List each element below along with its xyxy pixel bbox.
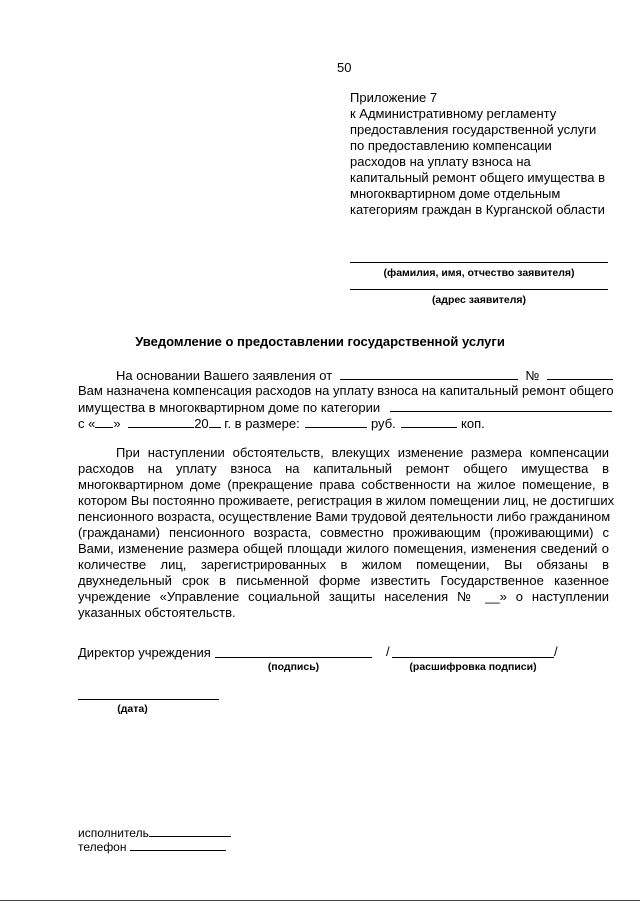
year-prefix: 20 — [194, 416, 209, 431]
applicant-address-caption: (адрес заявителя) — [431, 294, 527, 306]
rubles-field[interactable] — [305, 415, 367, 428]
appendix-line: Приложение 7 — [350, 90, 438, 105]
signature-caption: (подпись) — [267, 661, 320, 673]
para2-line: расходов на уплату взноса на капитальный ремонт общего имущества в — [78, 461, 609, 476]
appendix-line: многоквартирном доме отдельным — [350, 186, 561, 201]
day-field[interactable] — [95, 415, 113, 428]
decode-line[interactable] — [392, 657, 554, 658]
applicant-address-line[interactable] — [350, 289, 608, 290]
para2-line: пенсионного возраста, осуществление Вами трудовой деятельности либо гражданином — [78, 509, 611, 524]
notice-title: Уведомление о предоставлении государственной услуги — [135, 334, 505, 349]
para2-line: двухнедельный срок в письменной форме известить Государственное казенное — [78, 573, 609, 588]
phone-row — [78, 838, 226, 855]
category-field[interactable] — [390, 399, 612, 412]
from-label: с « — [78, 416, 96, 431]
appendix-line: к Административному регламенту — [350, 106, 557, 121]
number-sign: № — [525, 368, 540, 383]
appendix-line: по предоставлению компенсации — [350, 138, 552, 153]
phone-field[interactable] — [130, 838, 226, 851]
para1-line1 — [116, 367, 613, 384]
rub-label: руб. — [370, 416, 396, 431]
director-label: Директор учреждения — [78, 645, 211, 660]
slash-left: / — [386, 644, 390, 659]
signature-line[interactable] — [215, 657, 372, 658]
para2-line: При наступлении обстоятельств, влекущих изменение размера компенсации — [116, 445, 609, 460]
para1-line4 — [78, 415, 485, 432]
kopecks-field[interactable] — [401, 415, 457, 428]
amount-label: г. в размере: — [224, 416, 300, 431]
date-line[interactable] — [78, 699, 219, 700]
application-number-field[interactable] — [547, 367, 613, 380]
slash-right: / — [554, 644, 558, 659]
para2-line: (гражданами) пенсионного возраста, совместно проживающим (проживающими) с — [78, 525, 609, 540]
kop-label: коп. — [461, 416, 485, 431]
phone-label: телефон — [78, 840, 127, 854]
executor-label: исполнитель — [78, 826, 149, 840]
para1-basis-text: На основании Вашего заявления от — [116, 368, 333, 383]
year-field[interactable] — [209, 415, 221, 428]
para1-line2: Вам назначена компенсация расходов на уплату взноса на капитальный ремонт общего — [78, 383, 614, 398]
applicant-name-line[interactable] — [350, 262, 608, 263]
para2-line: Вами, изменение размера общей площади жилого помещения, изменения сведений о — [78, 541, 609, 556]
para2-line: котором Вы постоянно проживаете, регистрация в жилом помещении лиц, не достигших — [78, 493, 615, 508]
decode-caption: (расшифровка подписи) — [409, 661, 537, 673]
appendix-line: расходов на уплату взноса на — [350, 154, 531, 169]
para2-last-line: указанных обстоятельств. — [78, 605, 236, 620]
appendix-line: категориям граждан в Курганской области — [350, 202, 605, 217]
executor-field[interactable] — [149, 824, 231, 837]
date-caption: (дата) — [117, 703, 148, 715]
applicant-name-caption: (фамилия, имя, отчество заявителя) — [383, 267, 575, 279]
para1-line3 — [78, 399, 612, 416]
para2-line: многоквартирном доме (прекращение права собственности на жилое помещение, в — [78, 477, 609, 492]
bottom-border — [0, 900, 640, 901]
appendix-line: предоставления государственной услуги — [350, 122, 597, 137]
quote-close: » — [113, 416, 121, 431]
para2-line: учреждение «Управление социальной защиты населения № __» о наступлении — [78, 589, 609, 604]
para2-line: количестве лиц, зарегистрированных в жилом помещении, Вы обязаны в — [78, 557, 609, 572]
appendix-heading — [350, 90, 620, 218]
appendix-line: капитальный ремонт общего имущества в — [350, 170, 606, 185]
category-text: имущества в многоквартирном доме по категории — [78, 400, 381, 415]
month-field[interactable] — [128, 415, 194, 428]
application-date-field[interactable] — [340, 367, 518, 380]
page-number: 50 — [337, 60, 352, 75]
